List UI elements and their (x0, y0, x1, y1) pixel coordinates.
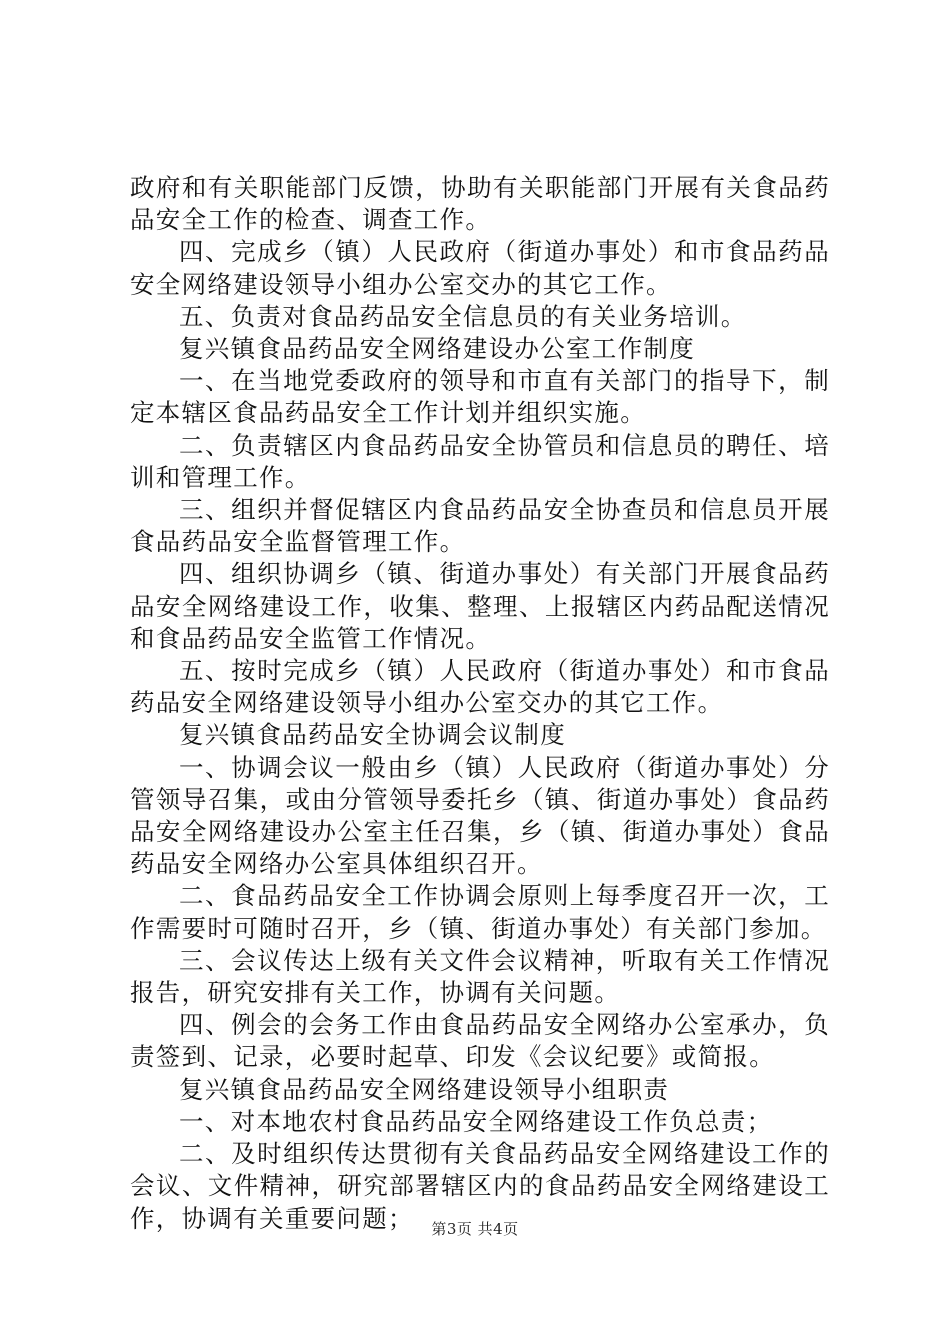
paragraph: 四、完成乡（镇）人民政府（街道办事处）和市食品药品安全网络建设领导小组办公室交办的其它工作。 (130, 237, 830, 299)
paragraph: 三、会议传达上级有关文件会议精神，听取有关工作情况报告，研究安排有关工作，协调有关问题。 (130, 945, 830, 1008)
paragraph: 一、在当地党委政府的领导和市直有关部门的指导下，制定本辖区食品药品安全工作计划并组织实施。 (130, 366, 830, 428)
paragraph: 二、及时组织传达贯彻有关食品药品安全网络建设工作的会议、文件精神，研究部署辖区内的食品药品安全网络建设工作，协调有关重要问题； (130, 1139, 830, 1233)
document-body (130, 172, 830, 1235)
paragraph: 四、组织协调乡（镇、街道办事处）有关部门开展食品药品安全网络建设工作，收集、整理、上报辖区内药品配送情况和食品药品安全监管工作情况。 (130, 559, 830, 653)
paragraph: 二、食品药品安全工作协调会原则上每季度召开一次，工作需要时可随时召开，乡（镇、街道办事处）有关部门参加。 (130, 881, 830, 943)
paragraph: 三、组织并督促辖区内食品药品安全协查员和信息员开展食品药品安全监督管理工作。 (130, 495, 830, 557)
paragraph: 四、例会的会务工作由食品药品安全网络办公室承办，负责签到、记录，必要时起草、印发《会议纪要》或简报。 (130, 1010, 830, 1072)
paragraph: 复兴镇食品药品安全协调会议制度 (179, 720, 566, 750)
paragraph: 复兴镇食品药品安全网络建设办公室工作制度 (179, 334, 695, 364)
paragraph: 政府和有关职能部门反馈，协助有关职能部门开展有关食品药品安全工作的检查、调查工作。 (130, 173, 830, 235)
paragraph: 复兴镇食品药品安全网络建设领导小组职责 (179, 1074, 670, 1104)
paragraph: 二、负责辖区内食品药品安全协管员和信息员的聘任、培训和管理工作。 (130, 430, 830, 492)
paragraph: 一、协调会议一般由乡（镇）人民政府（街道办事处）分管领导召集，或由分管领导委托乡（镇、街道办事处）食品药品安全网络建设办公室主任召集，乡（镇、街道办事处）食品药品安全网络办公室具体组织召开。 (130, 752, 830, 879)
paragraph: 一、对本地农村食品药品安全网络建设工作负总责； (179, 1106, 773, 1136)
paragraph: 五、按时完成乡（镇）人民政府（街道办事处）和市食品药品安全网络建设领导小组办公室交办的其它工作。 (130, 656, 830, 718)
paragraph: 五、负责对食品药品安全信息员的有关业务培训。 (179, 301, 747, 331)
page-footer: 第3页 共4页 (431, 1220, 519, 1238)
